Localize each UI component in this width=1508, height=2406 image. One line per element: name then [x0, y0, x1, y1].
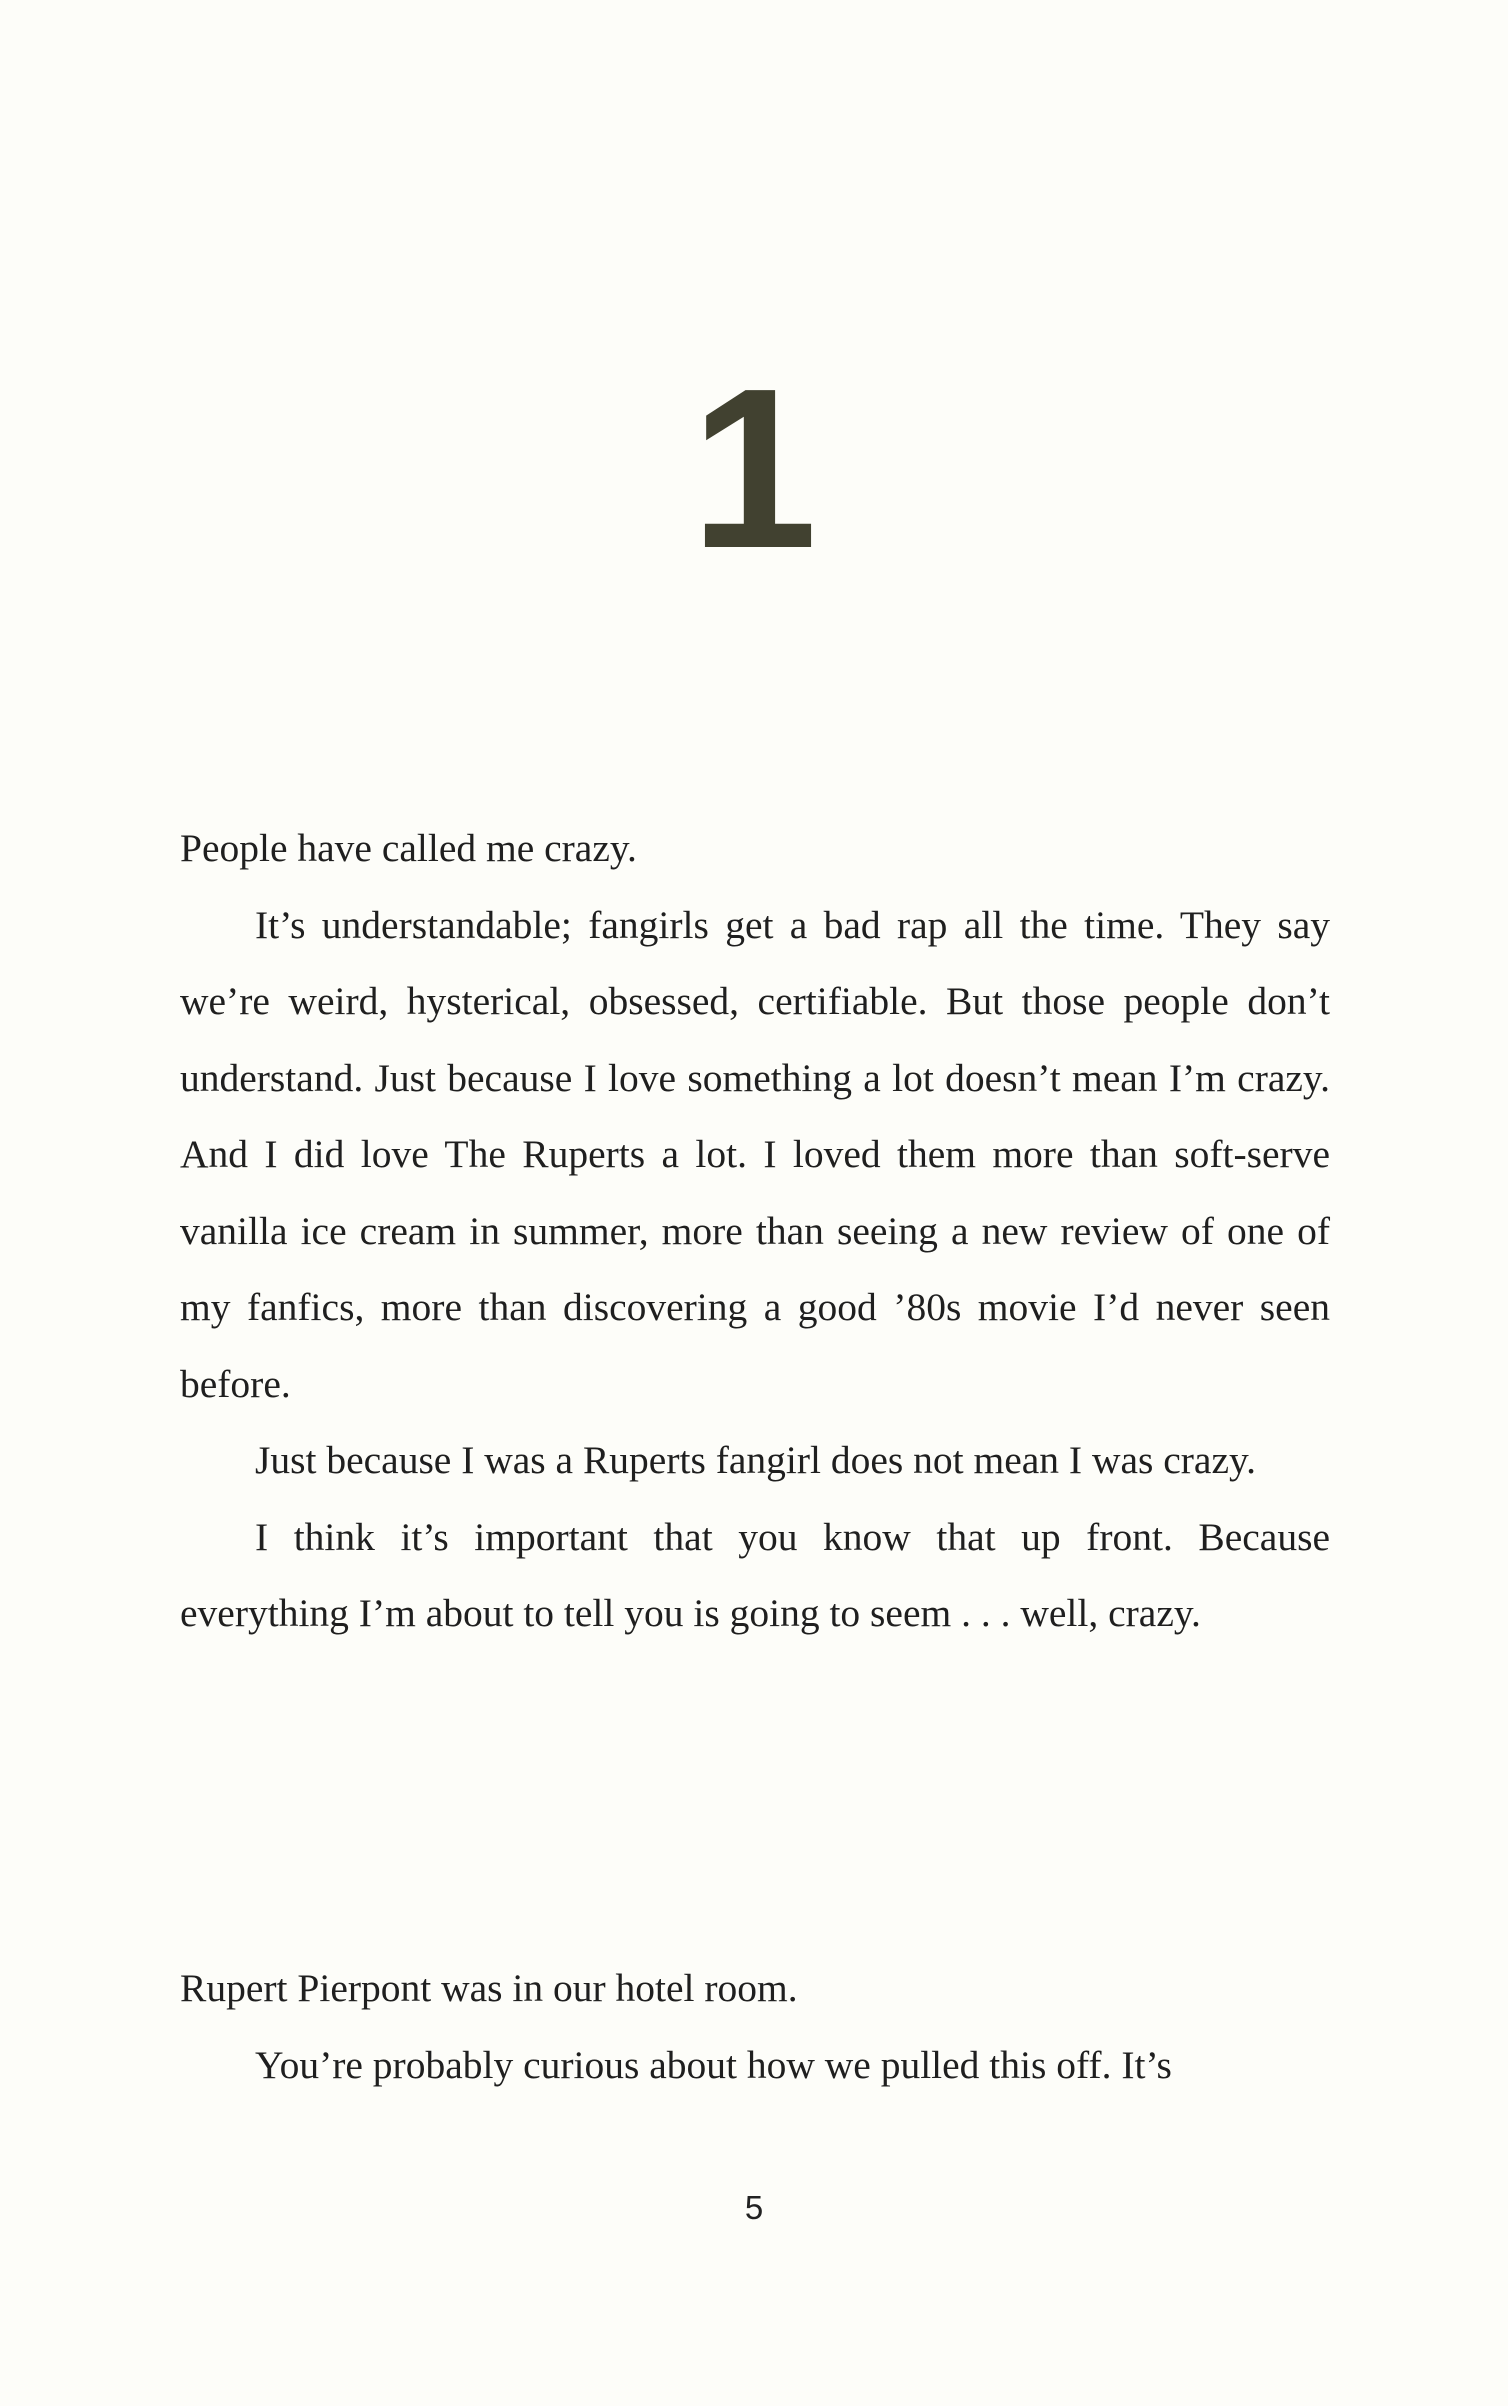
paragraph: Rupert Pierpont was in our hotel room.	[180, 1966, 798, 2010]
paragraph-continued: You’re probably curious about how we pulled this off. It’s	[255, 2042, 1172, 2087]
paragraph: It’s understandable; fangirls get a bad rap all the time. They say we’re weird, hysterical, obsessed, certifiable. But those people don’t understand. Just because I love something a lot doesn’t mean I’m crazy. And I did love The Ruperts a lot. I loved them more than soft-serve vanilla ice cream in summer, more than seeing a new review of one of my fanfics, more than discovering a good ’80s movie I’d never seen before.	[180, 902, 1330, 1406]
paragraph: People have called me crazy.	[180, 826, 637, 870]
page-number: 5	[744, 2189, 764, 2226]
section-2	[180, 1950, 1330, 2103]
paragraph: Just because I was a Ruperts fangirl does not mean I was crazy.	[255, 1438, 1257, 1482]
paragraph: I think it’s important that you know that up front. Because everything I’m about to tell you is going to seem . . . well, crazy.	[180, 1514, 1330, 1635]
chapter-number: 1	[690, 342, 818, 596]
section-1	[180, 810, 1330, 1652]
